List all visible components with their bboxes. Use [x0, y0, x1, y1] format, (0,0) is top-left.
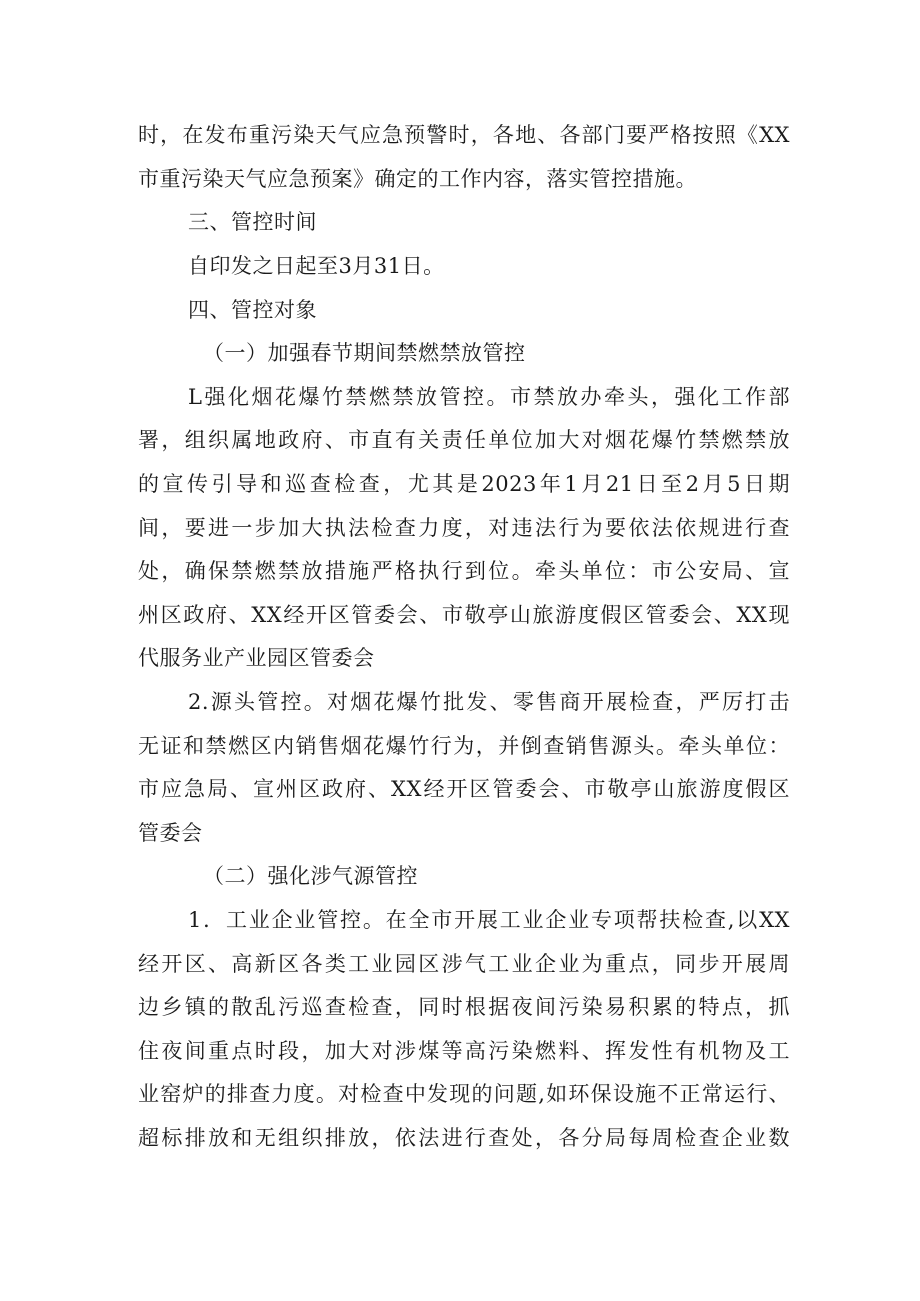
- paragraph-line: 处，确保禁燃禁放措施严格执行到位。牵头单位：市公安局、宣: [138, 559, 790, 583]
- paragraph-line: 间，要进一步加大执法检查力度，对违法行为要依法依规进行查: [138, 516, 790, 540]
- paragraph-line: 1．工业企业管控。在全市开展工业企业专项帮扶检查,以XX: [188, 908, 790, 932]
- paragraph-line: 经开区、高新区各类工业园区涉气工业企业为重点，同步开展周: [138, 952, 790, 976]
- subsection-heading: （二）强化涉气源管控: [203, 864, 418, 888]
- section-heading: 四、管控对象: [188, 298, 317, 322]
- paragraph-line: L强化烟花爆竹禁燃禁放管控。市禁放办牵头，强化工作部: [188, 385, 790, 409]
- paragraph-line: 的宣传引导和巡查检查，尤其是2023年1月21日至2月5日期: [138, 472, 790, 496]
- section-heading: 三、管控时间: [188, 210, 317, 234]
- paragraph-line: 州区政府、XX经开区管委会、市敬亭山旅游度假区管委会、XX现: [138, 603, 790, 627]
- paragraph-line: 住夜间重点时段，加大对涉煤等高污染燃料、挥发性有机物及工: [138, 1039, 790, 1063]
- paragraph-line: 市应急局、宣州区政府、XX经开区管委会、市敬亭山旅游度假区: [138, 777, 790, 801]
- paragraph-line: 边乡镇的散乱污巡查检查，同时根据夜间污染易积累的特点，抓: [138, 995, 790, 1019]
- subsection-heading: （一）加强春节期间禁燃禁放管控: [203, 341, 526, 365]
- paragraph-line: 代服务业产业园区管委会: [138, 646, 375, 670]
- paragraph-line: 无证和禁燃区内销售烟花爆竹行为，并倒查销售源头。牵头单位：: [138, 734, 790, 758]
- paragraph-line: 超标排放和无组织排放，依法进行查处，各分局每周检查企业数: [138, 1126, 790, 1150]
- paragraph-line: 业窑炉的排查力度。对检查中发现的问题,如环保设施不正常运行、: [138, 1082, 790, 1106]
- paragraph-line: 署，组织属地政府、市直有关责任单位加大对烟花爆竹禁燃禁放: [138, 428, 790, 452]
- paragraph-line: 时，在发布重污染天气应急预警时，各地、各部门要严格按照《XX: [138, 123, 790, 147]
- paragraph-line: 市重污染天气应急预案》确定的工作内容，落实管控措施。: [138, 167, 697, 191]
- paragraph-line: 自印发之日起至3月31日。: [188, 254, 445, 278]
- paragraph-line: 管委会: [138, 821, 203, 845]
- paragraph-line: 2.源头管控。对烟花爆竹批发、零售商开展检查，严厉打击: [188, 690, 790, 714]
